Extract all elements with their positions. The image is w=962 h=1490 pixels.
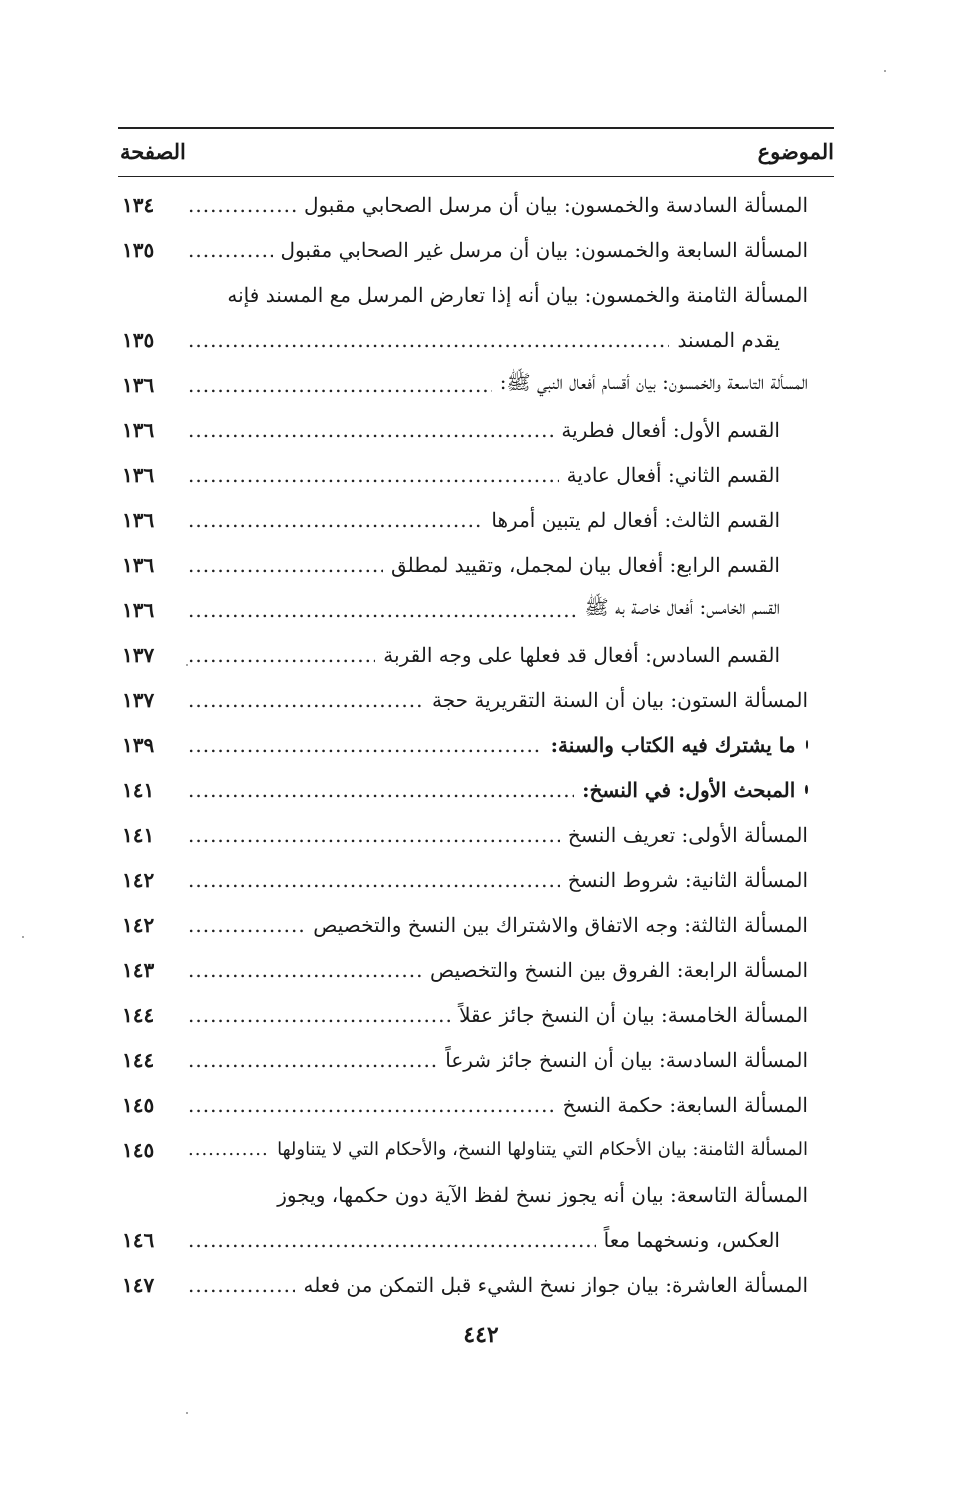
toc-entry-label: المسألة التاسعة والخمسون: بيان أقسام أفعال النبي ﷺ: — [499, 370, 808, 394]
toc-entry-label: المسألة التاسعة: بيان أنه يجوز نسخ لفظ الآية دون حكمها، ويجوز — [277, 1182, 808, 1207]
toc-entry-continuation — [118, 1217, 808, 1262]
toc-entry-page: ١٣٩ — [122, 732, 155, 757]
toc-entry — [118, 947, 808, 992]
header-bottom-rule — [118, 176, 834, 177]
toc-entry-label: القسم الأول: أفعال فطرية — [561, 417, 780, 442]
toc-entry-label: المسألة السادسة والخمسون: بيان أن مرسل الصحابي مقبول — [303, 192, 808, 217]
toc-section-heading — [118, 722, 808, 767]
leader-dots — [188, 823, 560, 847]
toc-entry-page: ١٣٦ — [122, 597, 155, 622]
toc-entry-page: ١٤٥ — [122, 1092, 155, 1117]
toc-entry-label: المسألة السابعة: حكمة النسخ — [562, 1092, 808, 1117]
toc-entry — [118, 362, 808, 407]
toc-entry-page: ١٣٦ — [122, 372, 155, 397]
leader-dots — [188, 463, 559, 487]
toc-entry-page: ١٤٣ — [122, 957, 155, 982]
leader-dots — [188, 238, 273, 262]
toc-entry-page: ١٣٥ — [122, 237, 155, 262]
toc-entry-page: ١٤٤ — [122, 1047, 155, 1072]
toc-section-heading — [118, 767, 808, 812]
leader-dots — [188, 328, 669, 352]
toc-entry-label: المسألة الأولى: تعريف النسخ — [567, 822, 808, 847]
toc-entry — [118, 992, 808, 1037]
toc-subentry — [118, 587, 808, 632]
toc-entry — [118, 677, 808, 722]
toc-subentry — [118, 497, 808, 542]
toc-entry — [118, 857, 808, 902]
toc-entry — [118, 182, 808, 227]
toc-entry-label: القسم الثاني: أفعال عادية — [566, 462, 780, 487]
leader-dots — [188, 553, 383, 577]
page-column-heading: الصفحة — [120, 139, 186, 164]
toc-entry-label: المسألة الستون: بيان أن السنة التقريرية حجة — [432, 687, 808, 712]
toc-entry-page: ١٣٦ — [122, 507, 155, 532]
toc-entry-label: المبحث الأول: في النسخ: — [582, 777, 796, 802]
leader-dots — [188, 1048, 437, 1072]
toc-entry-label: المسألة الثالثة: وجه الاتفاق والاشتراك بين النسخ والتخصيص — [313, 912, 808, 937]
leader-dots — [188, 643, 375, 667]
toc-entry-page: ١٤٢ — [122, 867, 155, 892]
toc-entry-page: ١٣٧ — [122, 687, 155, 712]
toc-entry-page: ١٤٦ — [122, 1227, 155, 1252]
toc-subentry — [118, 452, 808, 497]
leader-dots — [188, 688, 424, 712]
toc-entry-label: القسم السادس: أفعال قد فعلها على وجه القربة — [383, 642, 780, 667]
leader-dots — [188, 958, 422, 982]
toc-entry — [118, 1037, 808, 1082]
toc-entry-page: ١٣٦ — [122, 462, 155, 487]
toc-entry — [118, 1172, 808, 1217]
toc-entry-page: ١٣٦ — [122, 417, 155, 442]
header-top-rule — [118, 127, 834, 129]
leader-dots — [188, 1093, 555, 1117]
toc-subentry — [118, 407, 808, 452]
toc-entry-page: ١٤٤ — [122, 1002, 155, 1027]
toc-entry — [118, 1127, 808, 1172]
leader-dots — [188, 1228, 596, 1252]
leader-dots — [188, 868, 560, 892]
toc-entry-label: المسألة السابعة والخمسون: بيان أن مرسل غير الصحابي مقبول — [280, 237, 808, 262]
toc-entry — [118, 812, 808, 857]
leader-dots — [188, 913, 305, 937]
topic-column-heading: الموضوع — [757, 139, 834, 164]
toc-entry-page: ١٤١ — [122, 777, 155, 802]
toc-entry-label: يقدم المسند — [677, 327, 780, 352]
toc-entry-page: ١٤٧ — [122, 1272, 155, 1297]
toc-entry-label: المسألة الثامنة والخمسون: بيان أنه إذا تعارض المرسل مع المسند فإنه — [227, 282, 808, 307]
toc-entry-page: ١٤٢ — [122, 912, 155, 937]
toc-entry-label: ما يشترك فيه الكتاب والسنة: — [550, 732, 796, 757]
toc-entry — [118, 902, 808, 947]
toc-entry-label: المسألة الرابعة: الفروق بين النسخ والتخصيص — [429, 957, 808, 982]
leader-dots — [188, 778, 574, 802]
toc-entry-page: ١٣٤ — [122, 192, 155, 217]
toc-entry-label: المسألة الثانية: شروط النسخ — [567, 867, 808, 892]
toc-entry-label: المسألة العاشرة: بيان جواز نسخ الشيء قبل التمكن من فعله — [303, 1272, 808, 1297]
leader-dots — [188, 373, 492, 397]
leader-dots — [188, 508, 483, 532]
toc-entry — [118, 272, 808, 317]
toc-entry-label: القسم الثالث: أفعال لم يتبين أمرها — [491, 507, 780, 532]
toc-entry-page: ١٤١ — [122, 822, 155, 847]
toc-entry-label: المسألة الخامسة: بيان أن النسخ جائز عقلاً — [459, 1002, 808, 1027]
toc-entry-label: العكس، ونسخهما معاً — [603, 1227, 780, 1252]
toc-entry-label: المسألة الثامنة: بيان الأحكام التي يتناولها النسخ، والأحكام التي لا يتناولها — [277, 1139, 808, 1160]
page-number: ٤٤٢ — [463, 1322, 499, 1348]
leader-dots — [188, 193, 296, 217]
toc-entry-page: ١٣٦ — [122, 552, 155, 577]
leader-dots — [188, 1003, 451, 1027]
toc-entry — [118, 227, 808, 272]
toc-entry-page: ١٤٥ — [122, 1137, 155, 1162]
toc-subentry — [118, 632, 808, 677]
toc-entry-page: ١٣٧ — [122, 642, 155, 667]
scan-speck — [186, 1412, 188, 1414]
leader-dots — [188, 418, 553, 442]
bullet-icon — [806, 740, 808, 749]
table-of-contents — [118, 182, 808, 1307]
scan-speck — [884, 70, 886, 72]
toc-subentry — [118, 542, 808, 587]
bullet-icon — [805, 785, 808, 794]
scan-speck — [22, 936, 24, 938]
toc-entry-label: المسألة السادسة: بيان أن النسخ جائز شرعاً — [445, 1047, 808, 1072]
leader-dots — [188, 598, 577, 622]
toc-entry-label: القسم الرابع: أفعال بيان لمجمل، وتقييد لمطلق — [390, 552, 780, 577]
toc-entry — [118, 1082, 808, 1127]
toc-entry-page: ١٣٥ — [122, 327, 155, 352]
leader-dots — [188, 1273, 295, 1297]
leader-dots — [188, 1139, 269, 1160]
toc-entry-label: القسم الخامس: أفعال خاصة به ﷺ — [584, 595, 780, 619]
toc-entry — [118, 1262, 808, 1307]
leader-dots — [188, 733, 543, 757]
toc-entry-continuation — [118, 317, 808, 362]
scan-speck — [186, 664, 188, 666]
